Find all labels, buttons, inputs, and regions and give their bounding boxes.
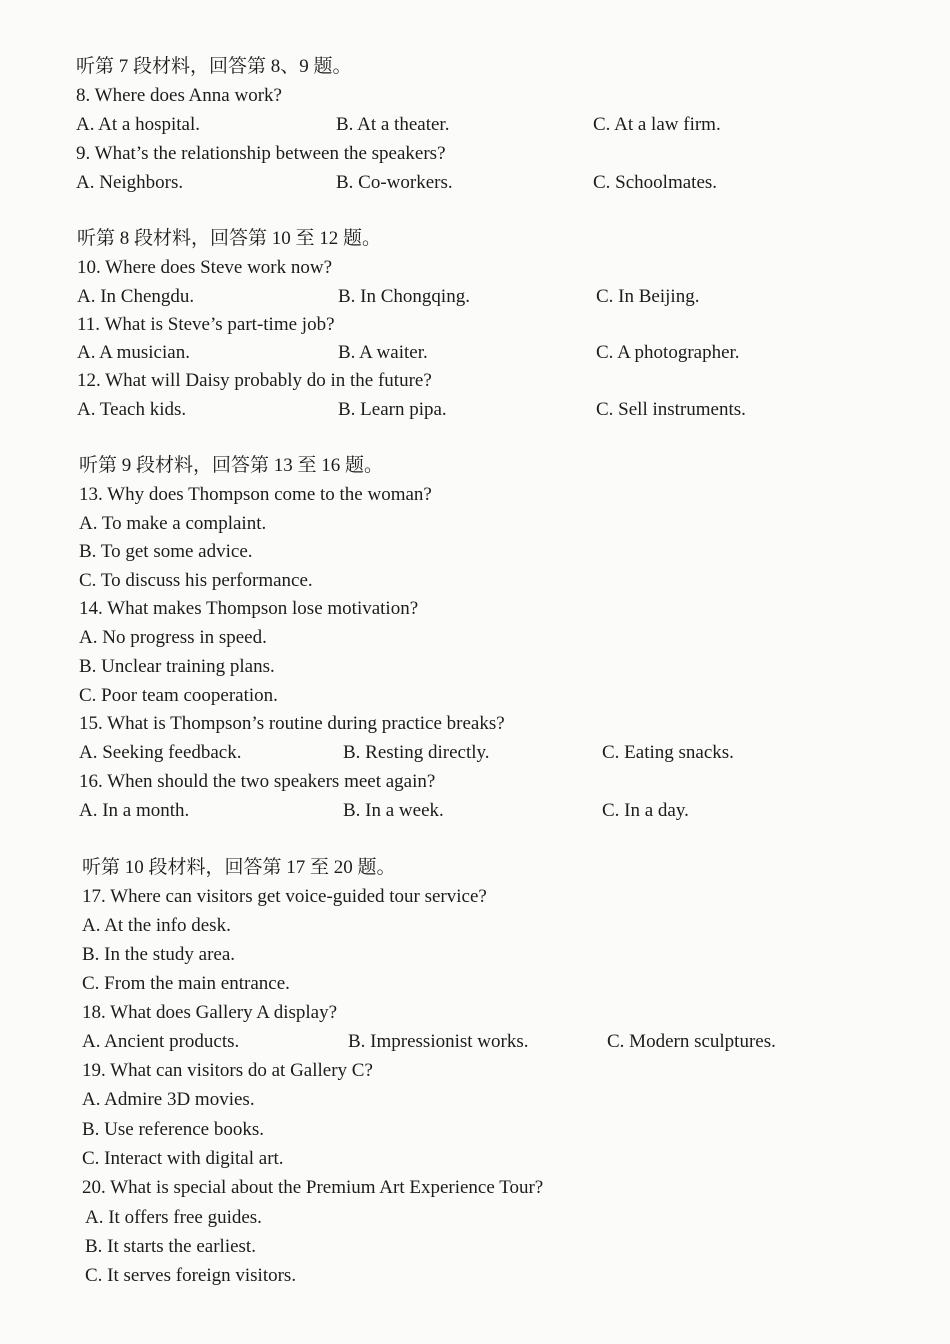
question-13-stem: 13. Why does Thompson come to the woman? xyxy=(79,484,432,505)
question-20-option-a: A. It offers free guides. xyxy=(85,1207,262,1228)
question-20-stem: 20. What is special about the Premium Art Experience Tour? xyxy=(82,1177,544,1198)
question-17-option-b: B. In the study area. xyxy=(82,944,236,965)
option-a: A. In a month. xyxy=(79,800,190,821)
question-19-option-b: B. Use reference books. xyxy=(82,1119,265,1140)
question-19-stem: 19. What can visitors do at Gallery C? xyxy=(82,1060,373,1081)
option-c: C. In Beijing. xyxy=(596,286,700,307)
option-a: A. Seeking feedback. xyxy=(79,742,242,763)
question-16-options xyxy=(79,796,879,825)
option-b: B. Impressionist works. xyxy=(348,1031,529,1052)
option-b: B. In a week. xyxy=(343,800,444,821)
question-14-option-c: C. Poor team cooperation. xyxy=(79,685,278,706)
question-14-stem: 14. What makes Thompson lose motivation? xyxy=(79,598,419,619)
option-b: B. A waiter. xyxy=(338,342,428,363)
question-14-option-b: B. Unclear training plans. xyxy=(79,656,275,677)
question-9-options xyxy=(76,168,876,197)
option-a: A. Neighbors. xyxy=(76,172,184,193)
question-18-options xyxy=(82,1027,882,1056)
question-16-stem: 16. When should the two speakers meet again? xyxy=(79,771,436,792)
option-c: C. Eating snacks. xyxy=(602,742,734,763)
option-c: C. Schoolmates. xyxy=(593,172,718,193)
question-13-option-b: B. To get some advice. xyxy=(79,541,253,562)
option-c: C. Sell instruments. xyxy=(596,399,746,420)
question-12-stem: 12. What will Daisy probably do in the future? xyxy=(77,370,432,391)
option-c: C. At a law firm. xyxy=(593,114,721,135)
section-header: 听第 10 段材料，回答第 17 至 20 题。 xyxy=(82,857,396,878)
question-13-option-a: A. To make a complaint. xyxy=(79,513,267,534)
question-9-stem: 9. What’s the relationship between the speakers? xyxy=(76,143,446,164)
question-12-options xyxy=(77,395,877,424)
question-20-option-b: B. It starts the earliest. xyxy=(85,1236,256,1257)
question-19-option-a: A. Admire 3D movies. xyxy=(82,1089,255,1110)
question-20-option-c: C. It serves foreign visitors. xyxy=(85,1265,297,1286)
question-17-option-a: A. At the info desk. xyxy=(82,915,231,936)
option-a: A. In Chengdu. xyxy=(77,286,195,307)
question-10-options xyxy=(77,282,877,311)
question-8-options xyxy=(76,110,876,139)
question-17-option-c: C. From the main entrance. xyxy=(82,973,290,994)
option-b: B. Learn pipa. xyxy=(338,399,447,420)
question-19-option-c: C. Interact with digital art. xyxy=(82,1148,284,1169)
option-c: C. A photographer. xyxy=(596,342,740,363)
option-b: B. In Chongqing. xyxy=(338,286,470,307)
option-c: C. Modern sculptures. xyxy=(607,1031,776,1052)
question-15-options xyxy=(79,738,879,767)
question-8-stem: 8. Where does Anna work? xyxy=(76,85,282,106)
option-a: A. A musician. xyxy=(77,342,190,363)
option-a: A. Teach kids. xyxy=(77,399,187,420)
question-17-stem: 17. Where can visitors get voice-guided tour service? xyxy=(82,886,487,907)
section-header: 听第 7 段材料，回答第 8、9 题。 xyxy=(76,56,352,77)
section-header: 听第 9 段材料，回答第 13 至 16 题。 xyxy=(79,455,384,476)
question-11-stem: 11. What is Steve’s part-time job? xyxy=(77,314,335,335)
option-c: C. In a day. xyxy=(602,800,689,821)
option-a: A. Ancient products. xyxy=(82,1031,240,1052)
option-b: B. At a theater. xyxy=(336,114,450,135)
question-15-stem: 15. What is Thompson’s routine during practice breaks? xyxy=(79,713,505,734)
option-b: B. Resting directly. xyxy=(343,742,490,763)
question-10-stem: 10. Where does Steve work now? xyxy=(77,257,333,278)
question-13-option-c: C. To discuss his performance. xyxy=(79,570,313,591)
question-11-options xyxy=(77,338,877,367)
option-b: B. Co-workers. xyxy=(336,172,453,193)
section-header: 听第 8 段材料，回答第 10 至 12 题。 xyxy=(77,228,382,249)
option-a: A. At a hospital. xyxy=(76,114,201,135)
question-18-stem: 18. What does Gallery A display? xyxy=(82,1002,338,1023)
question-14-option-a: A. No progress in speed. xyxy=(79,627,267,648)
